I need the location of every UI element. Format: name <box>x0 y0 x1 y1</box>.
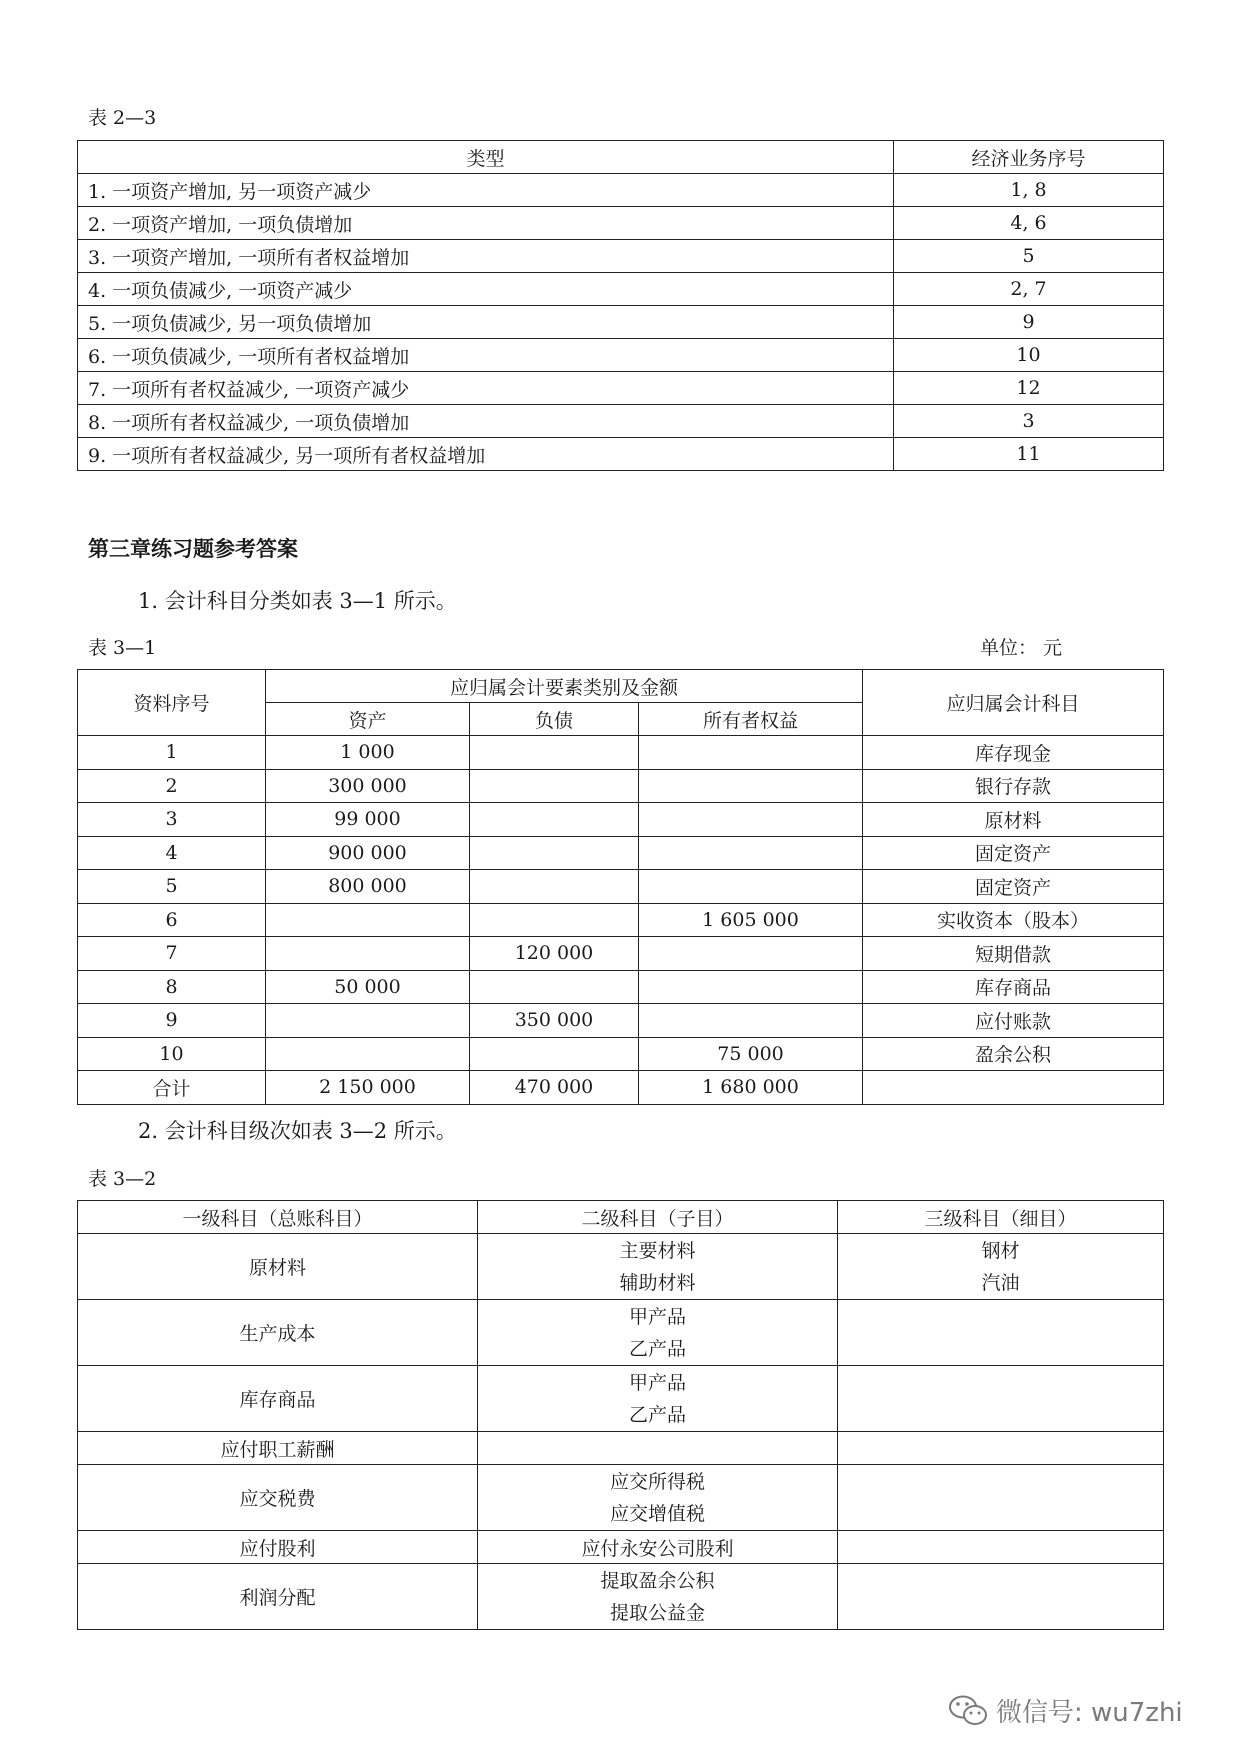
table-cell: 9 <box>894 306 1164 339</box>
header-level3: 三级科目（细目） <box>838 1201 1164 1234</box>
table-cell: 5 <box>78 870 266 904</box>
table-cell: 1 <box>78 736 266 770</box>
wechat-icon <box>948 1694 988 1728</box>
table-cell <box>639 769 863 803</box>
table-cell: 11 <box>894 438 1164 471</box>
table-cell <box>470 769 639 803</box>
header-asset: 资产 <box>266 703 470 736</box>
level2-cell <box>478 1564 838 1630</box>
table-2-3-caption: 表 2—3 <box>88 107 157 129</box>
table-cell: 实收资本（股本） <box>863 903 1164 937</box>
table-cell <box>266 1037 470 1071</box>
paragraph-1: 1. 会计科目分类如表 3—1 所示。 <box>138 589 457 613</box>
table-cell: 75 000 <box>639 1037 863 1071</box>
level2-item: 甲产品 <box>628 1371 686 1394</box>
table-cell: 1, 8 <box>894 174 1164 207</box>
table-cell: 300 000 <box>266 769 470 803</box>
table-cell: 900 000 <box>266 836 470 870</box>
level2-item: 甲产品 <box>628 1305 686 1328</box>
level2-item: 提取公益金 <box>609 1601 705 1624</box>
level2-item: 辅助材料 <box>619 1271 696 1294</box>
watermark-text: 微信号: wu7zhi <box>996 1698 1183 1728</box>
total-asset: 2 150 000 <box>266 1071 470 1105</box>
header-liability: 负债 <box>470 703 639 736</box>
table-cell: 7. 一项所有者权益减少, 一项资产减少 <box>78 372 894 405</box>
paragraph-2: 2. 会计科目级次如表 3—2 所示。 <box>138 1119 457 1143</box>
level1-cell: 应付股利 <box>78 1531 478 1564</box>
table-3-2-caption: 表 3—2 <box>88 1168 157 1190</box>
table-cell: 固定资产 <box>863 870 1164 904</box>
total-liability: 470 000 <box>470 1071 639 1105</box>
level3-cell <box>838 1234 1164 1300</box>
table-cell <box>470 836 639 870</box>
table-2-3 <box>77 140 1164 471</box>
table-cell <box>470 803 639 837</box>
table-cell: 6. 一项负债减少, 一项所有者权益增加 <box>78 339 894 372</box>
level3-cell <box>838 1300 1164 1366</box>
table-cell: 7 <box>78 937 266 971</box>
table-cell: 1. 一项资产增加, 另一项资产减少 <box>78 174 894 207</box>
level1-cell: 应交税费 <box>78 1465 478 1531</box>
level2-cell <box>478 1366 838 1432</box>
level3-cell <box>838 1564 1164 1630</box>
table-cell <box>639 736 863 770</box>
table-cell: 6 <box>78 903 266 937</box>
table-3-2 <box>77 1200 1164 1630</box>
table-cell: 4, 6 <box>894 207 1164 240</box>
table-cell: 库存现金 <box>863 736 1164 770</box>
table-cell: 10 <box>894 339 1164 372</box>
table-cell <box>639 970 863 1004</box>
watermark <box>948 1692 1183 1729</box>
table-cell <box>470 1037 639 1071</box>
level3-cell <box>838 1531 1164 1564</box>
total-equity: 1 680 000 <box>639 1071 863 1105</box>
level2-cell <box>478 1465 838 1531</box>
table-cell <box>863 1071 1164 1105</box>
table-cell: 9. 一项所有者权益减少, 另一项所有者权益增加 <box>78 438 894 471</box>
table-cell: 12 <box>894 372 1164 405</box>
level2-item: 主要材料 <box>619 1239 696 1262</box>
header-seq: 资料序号 <box>78 670 266 736</box>
table-cell: 8 <box>78 970 266 1004</box>
table-cell: 盈余公积 <box>863 1037 1164 1071</box>
table-cell <box>470 870 639 904</box>
table-cell: 3 <box>78 803 266 837</box>
table-cell: 120 000 <box>470 937 639 971</box>
level3-cell <box>838 1432 1164 1465</box>
table-cell: 2 <box>78 769 266 803</box>
table-cell <box>470 970 639 1004</box>
level3-cell <box>838 1465 1164 1531</box>
table-cell: 5 <box>894 240 1164 273</box>
table-cell: 800 000 <box>266 870 470 904</box>
table-cell <box>639 937 863 971</box>
level1-cell: 利润分配 <box>78 1564 478 1630</box>
table-cell: 99 000 <box>266 803 470 837</box>
unit-label: 单位： 元 <box>980 637 1063 659</box>
table-cell: 2. 一项资产增加, 一项负债增加 <box>78 207 894 240</box>
table-cell: 固定资产 <box>863 836 1164 870</box>
table-cell <box>470 736 639 770</box>
chapter-heading: 第三章练习题参考答案 <box>88 536 298 561</box>
table-3-1 <box>77 669 1164 1105</box>
table-cell: 原材料 <box>863 803 1164 837</box>
header-account: 应归属会计科目 <box>863 670 1164 736</box>
table-cell: 5. 一项负债减少, 另一项负债增加 <box>78 306 894 339</box>
level2-item: 乙产品 <box>628 1403 686 1426</box>
header-group: 应归属会计要素类别及金额 <box>266 670 863 703</box>
table-3-1-caption: 表 3—1 <box>88 637 157 659</box>
table-cell <box>266 903 470 937</box>
header-level2: 二级科目（子目） <box>478 1201 838 1234</box>
table-cell: 短期借款 <box>863 937 1164 971</box>
level2-cell <box>478 1234 838 1300</box>
table-cell: 9 <box>78 1004 266 1038</box>
table-cell: 4 <box>78 836 266 870</box>
table-cell: 3. 一项资产增加, 一项所有者权益增加 <box>78 240 894 273</box>
table-cell <box>639 870 863 904</box>
level2-item: 乙产品 <box>628 1337 686 1360</box>
table-cell: 银行存款 <box>863 769 1164 803</box>
level3-item: 钢材 <box>981 1239 1020 1262</box>
table-header-type: 类型 <box>78 141 894 174</box>
table-cell <box>639 1004 863 1038</box>
table-header-seq: 经济业务序号 <box>894 141 1164 174</box>
table-cell <box>266 937 470 971</box>
level1-cell: 生产成本 <box>78 1300 478 1366</box>
level2-cell <box>478 1300 838 1366</box>
table-cell: 3 <box>894 405 1164 438</box>
table-cell <box>639 836 863 870</box>
level1-cell: 应付职工薪酬 <box>78 1432 478 1465</box>
level1-cell: 原材料 <box>78 1234 478 1300</box>
level3-cell <box>838 1366 1164 1432</box>
level2-item: 应交增值税 <box>609 1502 705 1525</box>
level3-item: 汽油 <box>981 1271 1020 1294</box>
level2-item: 提取盈余公积 <box>600 1569 715 1592</box>
table-cell: 10 <box>78 1037 266 1071</box>
level1-cell: 库存商品 <box>78 1366 478 1432</box>
table-cell <box>639 803 863 837</box>
table-cell: 8. 一项所有者权益减少, 一项负债增加 <box>78 405 894 438</box>
table-cell: 1 605 000 <box>639 903 863 937</box>
table-cell: 350 000 <box>470 1004 639 1038</box>
header-level1: 一级科目（总账科目） <box>78 1201 478 1234</box>
table-cell <box>470 903 639 937</box>
total-row-label: 合计 <box>78 1071 266 1105</box>
level2-item: 应交所得税 <box>609 1470 705 1493</box>
table-cell: 库存商品 <box>863 970 1164 1004</box>
table-cell <box>266 1004 470 1038</box>
header-equity: 所有者权益 <box>639 703 863 736</box>
level2-cell <box>478 1432 838 1465</box>
table-cell: 应付账款 <box>863 1004 1164 1038</box>
level2-cell: 应付永安公司股利 <box>478 1531 838 1564</box>
table-cell: 4. 一项负债减少, 一项资产减少 <box>78 273 894 306</box>
table-cell: 50 000 <box>266 970 470 1004</box>
table-cell: 2, 7 <box>894 273 1164 306</box>
table-cell: 1 000 <box>266 736 470 770</box>
